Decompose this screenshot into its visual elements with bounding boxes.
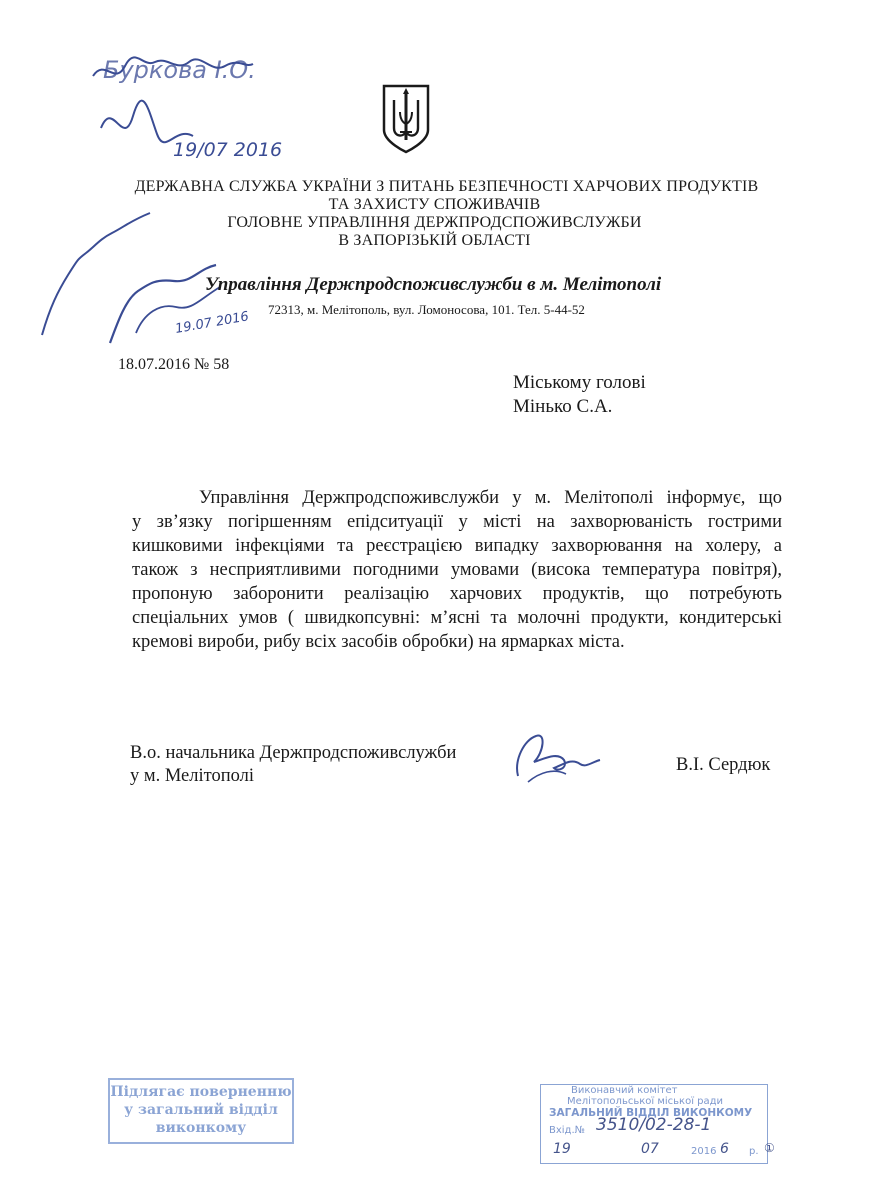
office-title: Управління Держпродспоживслужби в м. Мелітополі	[205, 274, 662, 295]
signatory-position-line-1: В.о. начальника Держпродспоживслужби	[130, 743, 457, 763]
body-line-1: Управління Держпродспоживслужби у м. Мелітополі інформує, що	[199, 488, 782, 508]
header-line-4: В ЗАПОРІЗЬКІЙ ОБЛАСТІ	[338, 232, 531, 249]
registration-stamp-line-2: Мелітопольської міської ради	[567, 1096, 724, 1107]
office-address: 72313, м. Мелітополь, вул. Ломоносова, 101. Тел. 5-44-52	[268, 302, 585, 317]
header-line-1: ДЕРЖАВНА СЛУЖБА УКРАЇНИ З ПИТАНЬ БЕЗПЕЧНОСТІ ХАРЧОВИХ ПРОДУКТІВ	[134, 178, 759, 195]
registration-year-handwritten: 6	[720, 1141, 729, 1157]
recipient-line-2: Мінько С.А.	[513, 396, 613, 417]
side-note-date: 19.07 2016	[174, 309, 251, 337]
body-line-4: також з несприятливими погодними умовами (висока температура повітря),	[132, 560, 782, 580]
registration-suffix: р.	[749, 1146, 759, 1157]
recipient-line-1: Міському голові	[513, 372, 646, 393]
registration-stamp	[540, 1084, 775, 1164]
return-stamp-line-2: у загальний відділ	[124, 1102, 278, 1118]
header-line-2: ТА ЗАХИСТУ СПОЖИВАЧІВ	[328, 196, 541, 213]
return-stamp	[108, 1078, 294, 1144]
registration-day: 19	[553, 1141, 571, 1157]
body-line-5: пропоную заборонити реалізацію харчових продуктів, що потребують	[132, 584, 782, 604]
return-stamp-line-3: виконкому	[155, 1120, 247, 1136]
registration-month: 07	[641, 1141, 659, 1157]
registration-extra-mark: ①	[764, 1141, 775, 1155]
signatory-name: В.І. Сердюк	[676, 755, 771, 775]
registration-stamp-line-3: ЗАГАЛЬНИЙ ВІДДІЛ ВИКОНКОМУ	[549, 1107, 753, 1119]
body-line-3: кишковими інфекціями та реєстрацією випадку захворювання на холеру, а	[132, 536, 782, 556]
registration-stamp-line-1: Виконавчий комітет	[571, 1085, 678, 1096]
coat-of-arms-icon	[380, 82, 432, 156]
handwritten-resolution-top	[85, 38, 315, 178]
signatory-position-line-2: у м. Мелітополі	[130, 766, 254, 786]
handwritten-signature	[506, 722, 606, 792]
incoming-number-label: Вхід.№	[549, 1125, 586, 1136]
document-date-number: 18.07.2016 № 58	[118, 356, 230, 373]
body-line-7: кремові вироби, рибу всіх засобів обробки) на ярмарках міста.	[132, 632, 625, 652]
top-note-name: Буркова І.О.	[103, 56, 256, 84]
top-note-date: 19/07 2016	[173, 139, 283, 161]
registration-year-label: 2016	[691, 1146, 717, 1157]
body-line-2: у зв’язку погіршенням епідситуації у місті на захворюваність гострими	[132, 512, 782, 532]
body-line-6: спеціальних умов ( швидкопсувні: м’ясні та молочні продукти, кондитерські	[132, 608, 782, 628]
incoming-number-value: 3510/02-28-1	[596, 1115, 712, 1135]
return-stamp-line-1: Підлягає поверненню	[110, 1084, 292, 1100]
header-line-3: ГОЛОВНЕ УПРАВЛІННЯ ДЕРЖПРОДСПОЖИВСЛУЖБИ	[227, 214, 642, 231]
